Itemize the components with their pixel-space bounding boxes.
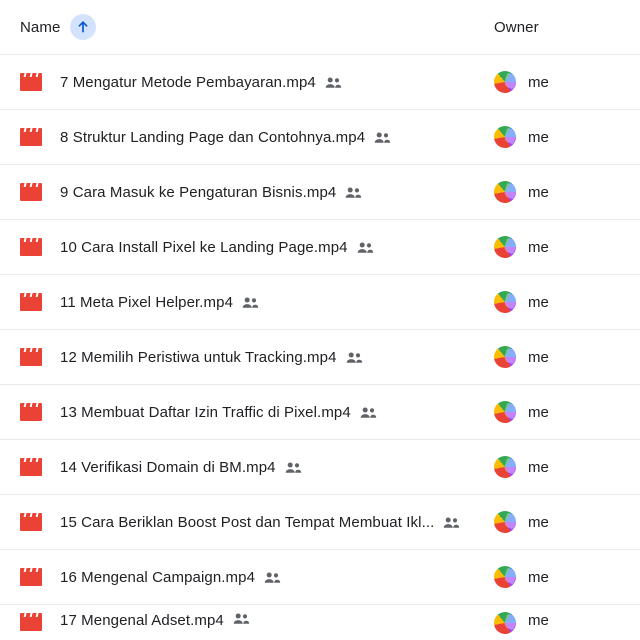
owner-name: me	[528, 568, 549, 586]
video-file-icon	[20, 347, 42, 367]
file-name: 14 Verifikasi Domain di BM.mp4	[60, 458, 276, 476]
file-cell[interactable]	[20, 72, 494, 92]
column-header-owner-label: Owner	[494, 18, 539, 36]
file-name: 15 Cara Beriklan Boost Post dan Tempat Membuat Ikl...	[60, 513, 435, 531]
file-cell[interactable]	[20, 512, 494, 532]
owner-cell	[494, 346, 624, 368]
owner-cell	[494, 71, 624, 93]
people-shared-icon	[285, 461, 302, 474]
video-file-icon	[20, 457, 42, 477]
avatar	[494, 566, 516, 588]
video-file-icon	[20, 567, 42, 587]
table-row[interactable]	[0, 164, 640, 219]
file-cell[interactable]	[20, 127, 494, 147]
owner-name: me	[528, 238, 549, 256]
column-header-name-label: Name	[20, 18, 61, 36]
avatar	[494, 511, 516, 533]
people-shared-icon	[264, 571, 281, 584]
table-row[interactable]	[0, 494, 640, 549]
file-name: 16 Mengenal Campaign.mp4	[60, 568, 256, 586]
people-shared-icon	[346, 351, 363, 364]
avatar	[494, 291, 516, 313]
table-row[interactable]	[0, 384, 640, 439]
file-name: 10 Cara Install Pixel ke Landing Page.mp4	[60, 238, 348, 256]
table-row[interactable]	[0, 54, 640, 109]
file-cell[interactable]	[20, 612, 494, 632]
owner-name: me	[528, 403, 549, 421]
file-name: 9 Cara Masuk ke Pengaturan Bisnis.mp4	[60, 183, 337, 201]
owner-cell	[494, 612, 624, 634]
table-row[interactable]	[0, 329, 640, 384]
people-shared-icon	[374, 131, 391, 144]
file-cell[interactable]	[20, 402, 494, 422]
owner-name: me	[528, 348, 549, 366]
owner-name: me	[528, 128, 549, 146]
table-row[interactable]	[0, 274, 640, 329]
list-header	[0, 0, 640, 54]
column-header-owner[interactable]	[494, 19, 624, 36]
table-row[interactable]	[0, 219, 640, 274]
video-file-icon	[20, 512, 42, 532]
file-name: 13 Membuat Daftar Izin Traffic di Pixel.mp4	[60, 403, 351, 421]
file-cell[interactable]	[20, 567, 494, 587]
owner-cell	[494, 456, 624, 478]
people-shared-icon	[357, 241, 374, 254]
file-name: 8 Struktur Landing Page dan Contohnya.mp4	[60, 128, 366, 146]
video-file-icon	[20, 182, 42, 202]
owner-cell	[494, 566, 624, 588]
avatar	[494, 181, 516, 203]
column-header-name[interactable]	[20, 14, 494, 40]
people-shared-icon	[242, 296, 259, 309]
table-row[interactable]	[0, 109, 640, 164]
owner-name: me	[528, 73, 549, 91]
people-shared-icon	[360, 406, 377, 419]
arrow-up-icon[interactable]	[70, 14, 96, 40]
video-file-icon	[20, 612, 42, 632]
video-file-icon	[20, 127, 42, 147]
table-row[interactable]	[0, 549, 640, 604]
table-row[interactable]	[0, 604, 640, 640]
file-rows	[0, 54, 640, 640]
video-file-icon	[20, 292, 42, 312]
video-file-icon	[20, 72, 42, 92]
file-cell[interactable]	[20, 237, 494, 257]
avatar	[494, 126, 516, 148]
table-row[interactable]	[0, 439, 640, 494]
file-name: 11 Meta Pixel Helper.mp4	[60, 293, 234, 311]
video-file-icon	[20, 237, 42, 257]
owner-name: me	[528, 513, 549, 531]
owner-name: me	[528, 183, 549, 201]
people-shared-icon	[233, 612, 250, 625]
owner-name: me	[528, 612, 549, 629]
people-shared-icon	[345, 186, 362, 199]
avatar	[494, 71, 516, 93]
owner-cell	[494, 401, 624, 423]
owner-name: me	[528, 293, 549, 311]
owner-cell	[494, 291, 624, 313]
avatar	[494, 346, 516, 368]
video-file-icon	[20, 402, 42, 422]
owner-cell	[494, 126, 624, 148]
file-name: 7 Mengatur Metode Pembayaran.mp4	[60, 73, 316, 91]
file-cell[interactable]	[20, 292, 494, 312]
file-name: 17 Mengenal Adset.mp4	[60, 612, 224, 629]
avatar	[494, 401, 516, 423]
owner-cell	[494, 181, 624, 203]
owner-cell	[494, 236, 624, 258]
avatar	[494, 456, 516, 478]
avatar	[494, 612, 516, 634]
file-cell[interactable]	[20, 347, 494, 367]
file-cell[interactable]	[20, 457, 494, 477]
owner-name: me	[528, 458, 549, 476]
people-shared-icon	[325, 76, 342, 89]
file-cell[interactable]	[20, 182, 494, 202]
avatar	[494, 236, 516, 258]
file-name: 12 Memilih Peristiwa untuk Tracking.mp4	[60, 348, 337, 366]
owner-cell	[494, 511, 624, 533]
people-shared-icon	[443, 516, 460, 529]
